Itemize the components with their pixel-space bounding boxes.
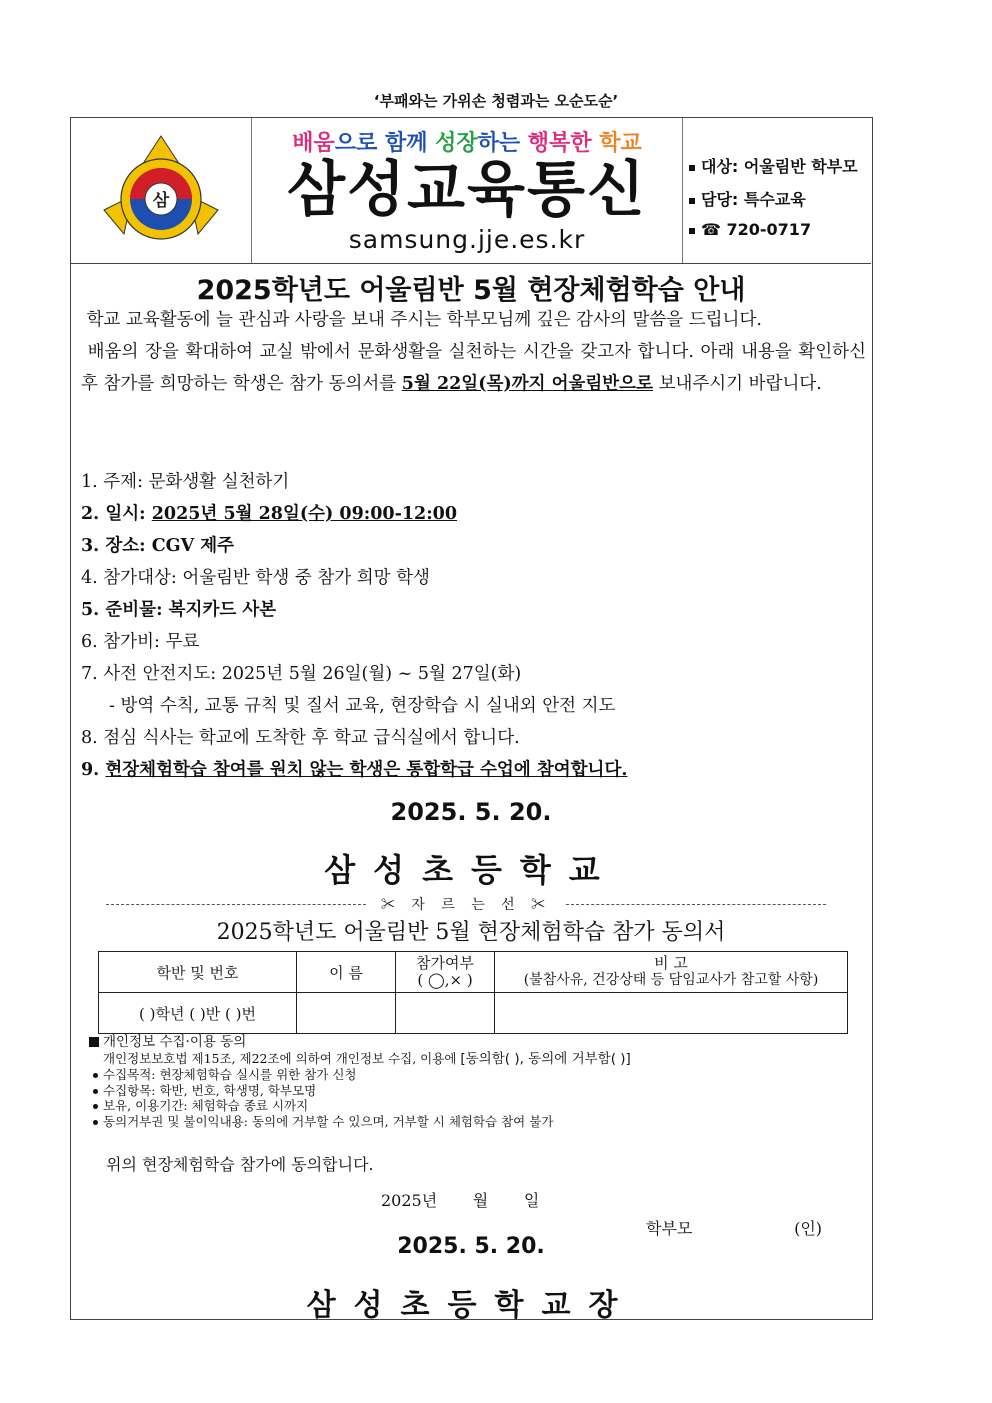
slogan xyxy=(252,126,682,157)
consent-date: 2025. 5. 20. xyxy=(397,1234,545,1259)
intro-paragraph-2 xyxy=(81,336,866,400)
privacy-bullet xyxy=(89,1067,849,1083)
info-list xyxy=(81,466,861,786)
table-header-row xyxy=(99,952,848,993)
document-title: 2025학년도 어울림반 5월 현장체험학습 안내 xyxy=(196,275,746,306)
privacy-bullet-text: 수집목적: 현장체험학습 실시를 위한 참가 신청 xyxy=(103,1067,357,1082)
list-item xyxy=(81,626,861,658)
list-item xyxy=(81,466,861,498)
privacy-bullet xyxy=(89,1083,849,1099)
attend-field[interactable] xyxy=(396,993,495,1034)
list-item xyxy=(81,658,861,690)
info-cell xyxy=(683,118,871,263)
newsletter-header xyxy=(71,118,871,264)
school-emblem-icon xyxy=(96,132,226,252)
header-note xyxy=(495,952,848,993)
grade-field[interactable]: ( )학년 ( )반 ( )번 xyxy=(99,993,297,1034)
privacy-heading-line xyxy=(89,1035,849,1051)
item-text: 2025년 5월 26일(월) ~ 5월 27일(화) xyxy=(221,664,522,684)
item-label: 9. xyxy=(81,760,106,780)
item-label: 1. 주제: xyxy=(81,472,149,492)
school-motto: ‘부패와는 가위손 청렴과는 오순도순’ xyxy=(373,92,619,110)
list-item xyxy=(81,594,861,626)
note-field[interactable] xyxy=(495,993,848,1034)
item-text: 어울림반 학생 중 참가 희망 학생 xyxy=(182,568,430,588)
header-name: 이 름 xyxy=(297,952,396,993)
privacy-choice[interactable]: [동의함( ), 동의에 거부함( )] xyxy=(460,1050,631,1067)
item-label: 6. 참가비: xyxy=(81,632,166,652)
sign-date[interactable]: 2025년 월 일 xyxy=(381,1191,540,1210)
item-text: - 방역 수칙, 교통 규칙 및 질서 교육, 현장학습 시 실내외 안전 지도 xyxy=(109,696,616,716)
item-label: 7. 사전 안전지도: xyxy=(81,664,222,684)
privacy-heading: 개인정보 수집·이용 동의 xyxy=(103,1034,247,1050)
item-text: 무료 xyxy=(165,632,200,652)
slogan-part: 학교 xyxy=(599,131,642,156)
consent-table xyxy=(98,951,848,1034)
header-note-top: 비 고 xyxy=(654,954,688,972)
privacy-bullet-text: 수집항목: 학반, 번호, 학생명, 학부모명 xyxy=(103,1082,317,1098)
list-item xyxy=(81,498,861,530)
name-field[interactable] xyxy=(297,993,396,1034)
slogan-part: 하는 xyxy=(477,131,528,156)
header-attend xyxy=(396,952,495,993)
school-url: samsung.jje.es.kr xyxy=(348,225,586,254)
list-item xyxy=(81,690,861,722)
header-grade: 학반 및 번호 xyxy=(99,952,297,993)
header-note-bottom: (불참사유, 건강상태 등 담임교사가 참고할 사항) xyxy=(523,972,819,988)
intro-line1: 학교 교육활동에 늘 관심과 사랑을 보내 주시는 학부모님께 깊은 감사의 말씀을 드립니다. xyxy=(86,310,762,330)
info-contact-text: 담당: 특수교육 xyxy=(701,190,806,209)
intro-deadline: 5월 22일(목)까지 어울림반으로 xyxy=(401,374,653,394)
newsletter-title: 삼성교육통신 xyxy=(287,155,647,225)
issue-date: 2025. 5. 20. xyxy=(390,798,552,826)
info-phone xyxy=(689,220,871,239)
principal-name: 삼성초등학교장 xyxy=(306,1288,636,1323)
intro-paragraph-1 xyxy=(81,304,866,336)
list-item xyxy=(81,754,861,786)
slogan-part: 성장 xyxy=(435,131,478,156)
item-text: 문화생활 실천하기 xyxy=(148,472,290,492)
newsletter-frame xyxy=(70,117,873,1323)
info-contact-person xyxy=(689,187,871,210)
item-label: 8. xyxy=(81,728,104,748)
list-item xyxy=(81,722,861,754)
slogan-part: 배움 xyxy=(292,131,335,156)
item-label: 5. 준비물: xyxy=(81,600,169,620)
item-label: 4. 참가대상: xyxy=(81,568,183,588)
item-text: 2025년 5월 28일(수) 09:00-12:00 xyxy=(151,504,458,524)
info-target xyxy=(689,154,871,177)
emblem-char: 삼 xyxy=(152,191,170,211)
parent-signature[interactable]: 학부모 (인) xyxy=(646,1219,823,1238)
consent-title: 2025학년도 어울림반 5월 현장체험학습 참가 동의서 xyxy=(216,920,726,945)
privacy-bullet xyxy=(89,1114,849,1130)
privacy-law-line xyxy=(89,1051,849,1068)
slogan-part: 으로 xyxy=(334,131,385,156)
item-text: 점심 식사는 학교에 도착한 후 학교 급식실에서 합니다. xyxy=(103,728,520,748)
slogan-part: 함께 xyxy=(384,131,436,156)
header-attend-bottom: ( ◯,× ) xyxy=(417,971,473,989)
slogan-part: 행복한 xyxy=(527,131,600,156)
list-item xyxy=(81,530,861,562)
agree-statement: 위의 현장체험학습 참가에 동의합니다. xyxy=(106,1155,374,1174)
table-row xyxy=(99,993,848,1034)
item-text: 복지카드 사본 xyxy=(168,600,277,620)
intro-closing: 보내주시기 바랍니다. xyxy=(653,374,822,394)
privacy-bullet xyxy=(89,1098,849,1114)
info-phone-text: ☎ 720-0717 xyxy=(701,220,812,239)
square-bullet-icon xyxy=(89,1037,99,1047)
item-text: 현장체험학습 참여를 원치 않는 학생은 통합학급 수업에 참여합니다. xyxy=(105,760,628,780)
privacy-bullet-text: 보유, 이용기간: 체험학습 종료 시까지 xyxy=(103,1098,309,1113)
masthead xyxy=(252,118,683,263)
item-label: 3. 장소: xyxy=(81,536,152,556)
header-attend-top: 참가여부 xyxy=(416,954,474,972)
item-text: CGV 제주 xyxy=(151,536,235,556)
list-item xyxy=(81,562,861,594)
privacy-law: 개인정보보호법 제15조, 제22조에 의하여 개인정보 수집, 이용에 xyxy=(103,1050,461,1066)
info-target-text: 대상: 어울림반 학부모 xyxy=(701,157,858,176)
item-label: 2. 일시: xyxy=(81,504,152,524)
intro-text: 배움의 장을 확대하여 교실 밖에서 문화생활을 실천하는 시간을 갖고자 합니다. 아래 내용을 확인하신 후 참가를 희망하는 학생은 참가 동의서를 xyxy=(81,342,866,394)
cut-line xyxy=(106,898,826,912)
privacy-bullet-text: 동의거부권 및 불이익내용: 동의에 거부할 수 있으며, 거부할 시 체험학습 참여 불가 xyxy=(103,1113,554,1129)
logo-cell xyxy=(71,118,252,263)
privacy-consent xyxy=(89,1035,849,1129)
school-name: 삼성초등학교 xyxy=(324,851,618,889)
cut-line-label: ✂ 자 르 는 선 ✂ xyxy=(366,894,566,914)
